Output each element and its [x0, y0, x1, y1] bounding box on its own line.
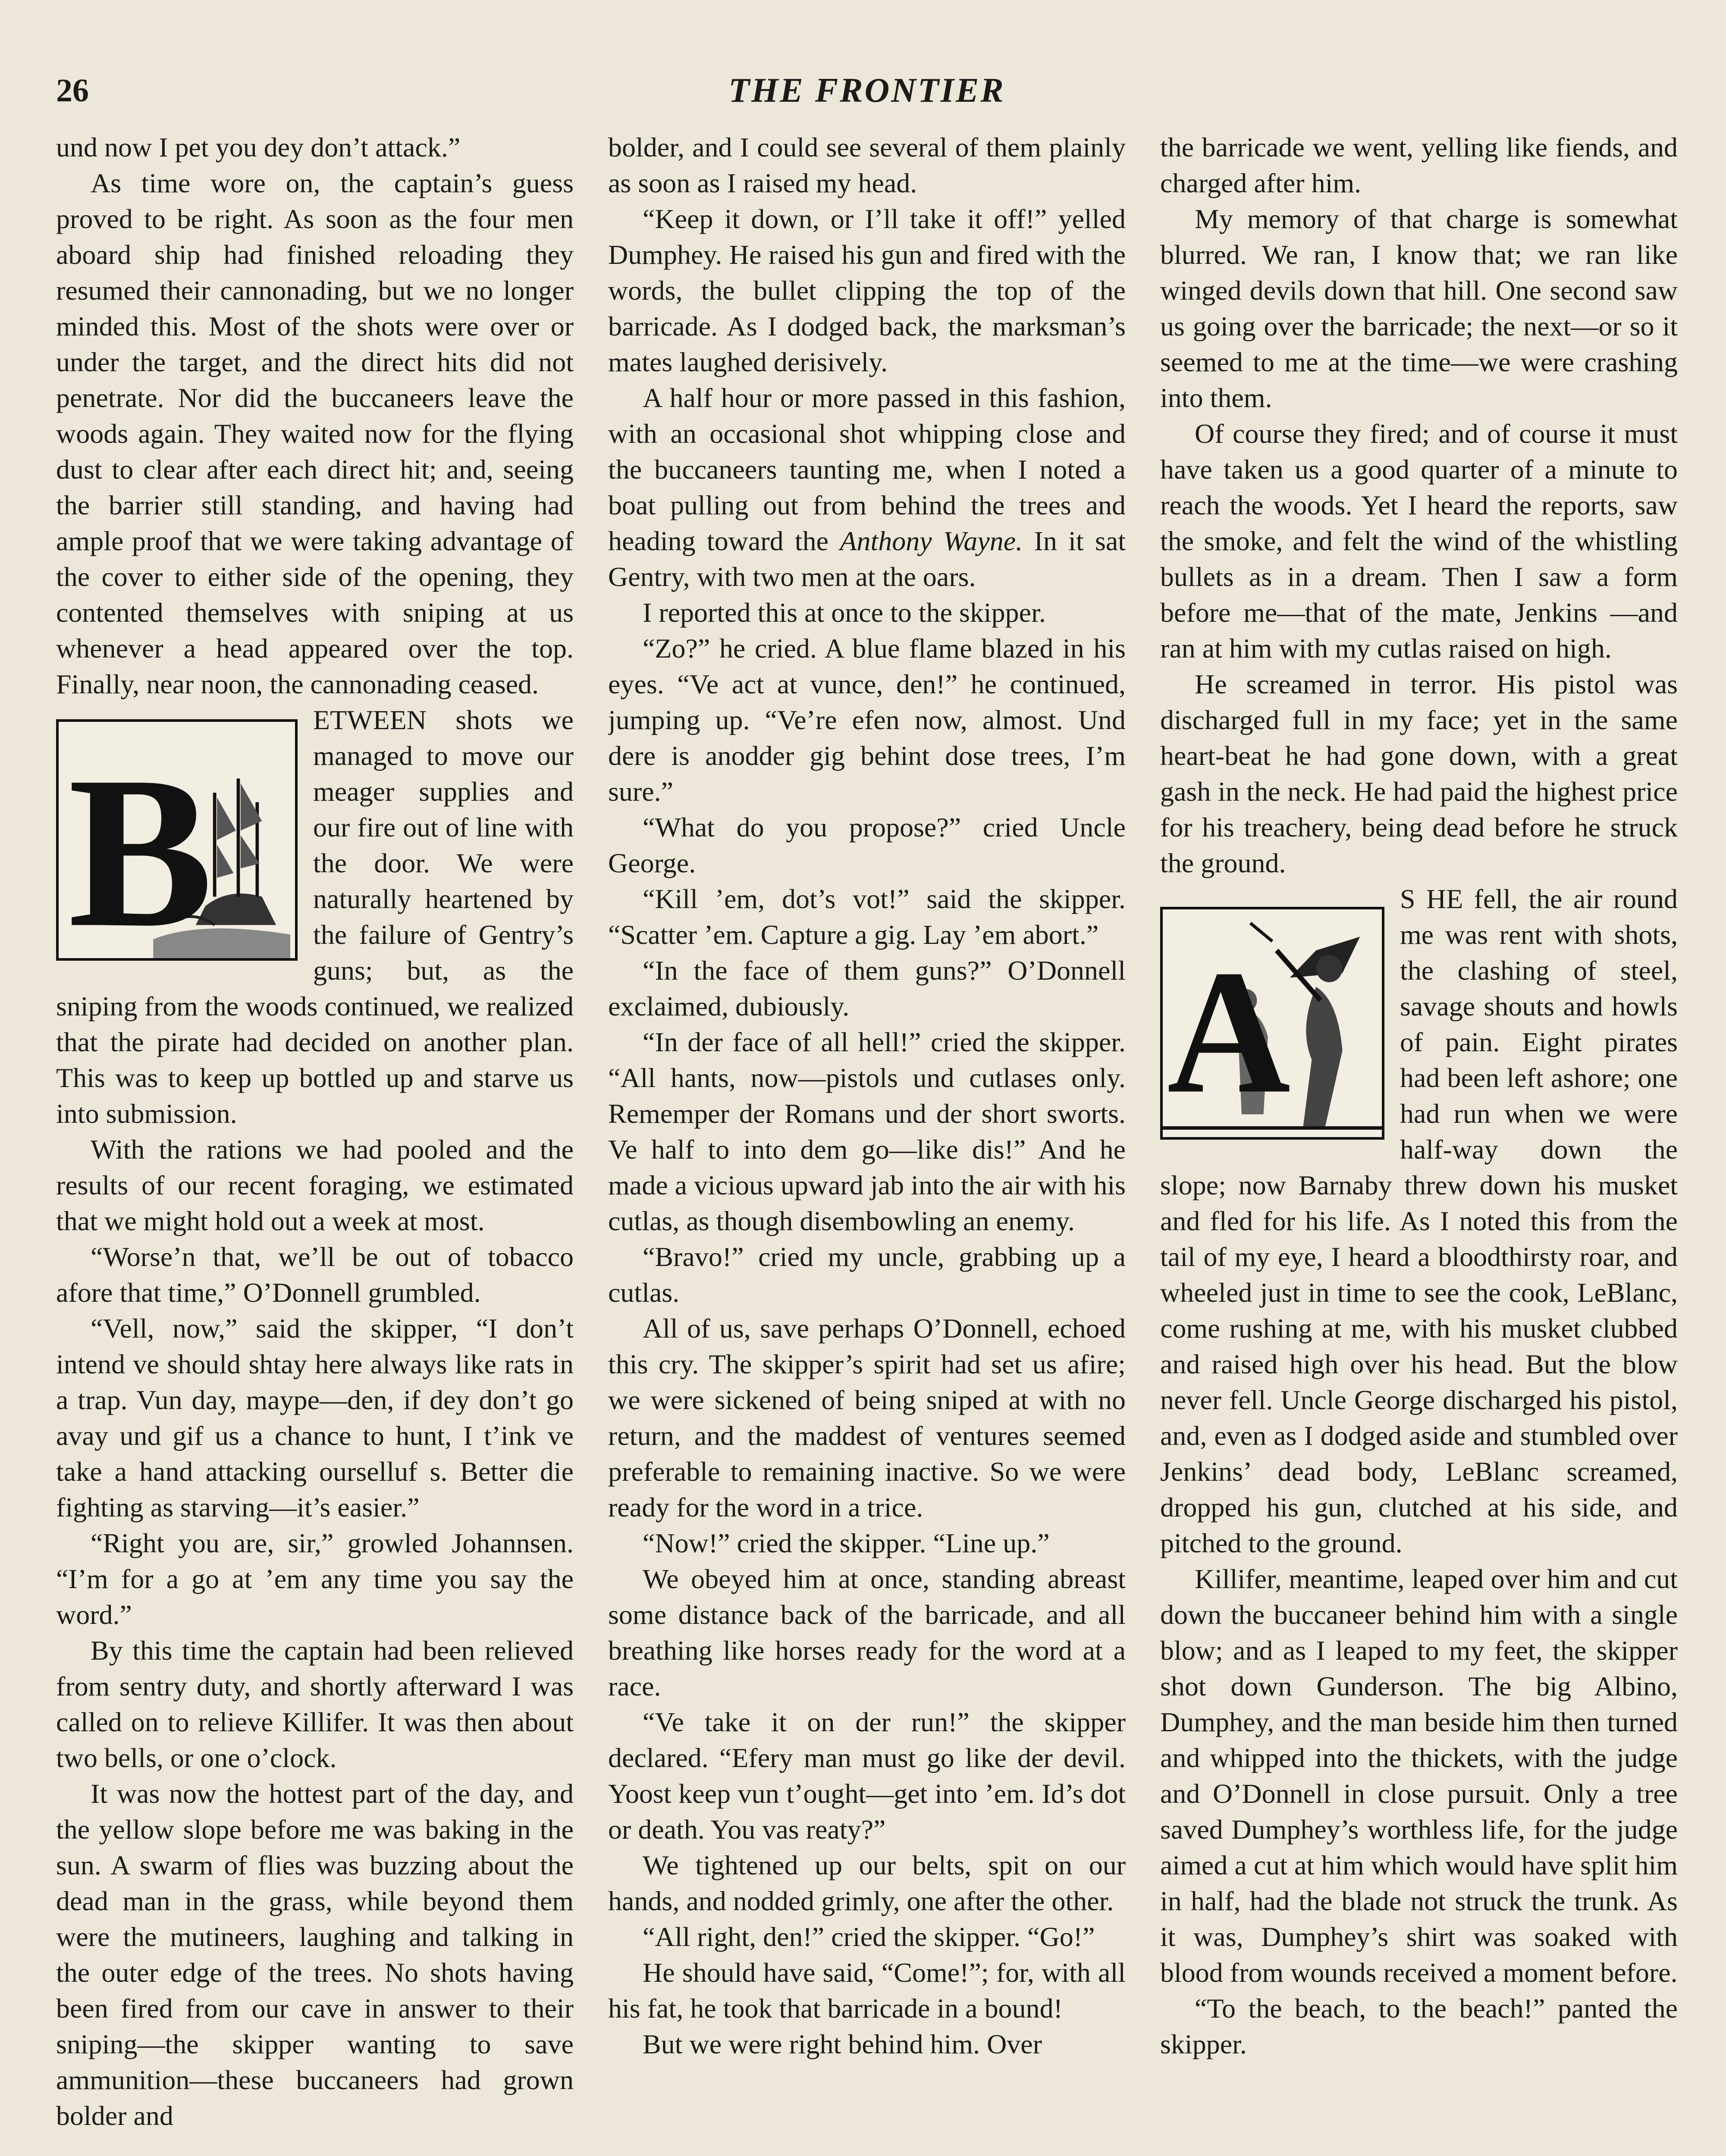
paragraph: “What do you propose?” cried Uncle George. — [608, 812, 1126, 878]
paragraph: It was now the hottest part of the day, and the yellow slope before me was baking in the sun. A swarm of flies was buzzing about the dead man in the grass, while beyond them were the mutineers, laughing and talking in the outer edge of the trees. No shots having been fired from our cave in answer to their sniping—the skipper wanting to save ammunition—these buccaneers had grown bolder and — [56, 1778, 574, 2131]
paragraph: ETWEEN shots we managed to move our meager supplies and our fire out of line with the door. We were naturally heartened by the failure of Gentry’s guns; but, as the sniping from the woods continued, we realized that the pirate had decided on another plan. This was to keep up bottled up and starve us into submission. — [56, 705, 574, 1129]
paragraph: As time wore on, the captain’s guess proved to be right. As soon as the four men aboard ship had finished reloading they resumed their cannonading, but we no longer minded this. Most of the shots were over or under the target, and the direct hits did not penetrate. Nor did the buccaneers leave the woods again. They waited now for the flying dust to clear after each direct hit; and, seeing the barrier still standing, and having had ample proof that we were taking advantage of the cover to either side of the opening, they contented themselves with sniping at us whenever a head appeared over the top. Finally, near noon, the cannonading ceased. — [56, 168, 574, 699]
paragraph: We obeyed him at once, standing abreast some distance back of the barricade, and all breathing like horses ready for the word at a race. — [608, 1564, 1126, 1702]
paragraph — [608, 380, 1126, 595]
drop-cap-b-ship-illustration — [56, 719, 298, 961]
text-run: A half hour or more passed in this fashion, with an occasional shot whipping close and the buccaneers taunting me, when I noted a boat pulling out from behind the trees and heading toward the — [608, 382, 1126, 556]
paragraph: “Bravo!” cried my uncle, grabbing up a cutlas. — [608, 1241, 1126, 1308]
running-title: THE FRONTIER — [728, 72, 1005, 110]
paragraph: All of us, save perhaps O’Donnell, echoed this cry. The skipper’s spirit had set us afire; we were sickened of being sniped at with no return, and the maddest of ventures seemed preferable to remaining inactive. So we were ready for the word in a trice. — [608, 1313, 1126, 1523]
paragraph: “Zo?” he cried. A blue flame blazed in his eyes. “Ve act at vunce, den!” he continued, jumping up. “Ve’re efen now, almost. Und dere is anodder gig behint dose trees, I’m sure.” — [608, 633, 1126, 807]
paragraph: I reported this at once to the skipper. — [643, 597, 1046, 628]
svg-text:A: A — [1167, 934, 1291, 1131]
paragraph: Killifer, meantime, leaped over him and cut down the buccaneer behind him with a single blow; and as I leaped to my feet, the skipper shot down Gunderson. The big Albino, Dumphey, and the man beside him then turned and whipped into the thickets, with the judge and O’Donnell in close pursuit. Only a tree saved Dumphey’s worthless life, for the judge aimed a cut at him which would have split him in half, had the blade not struck the trunk. As it was, Dumphey’s shirt was soaked with blood from wounds received a moment before. — [1160, 1564, 1678, 1988]
paragraph: He should have said, “Come!”; for, with all his fat, he took that barricade in a bound! — [608, 1957, 1126, 2024]
paragraph: “Keep it down, or I’ll take it off!” yelled Dumphey. He raised his gun and fired with the words, the bullet clipping the top of the barricade. As I dodged back, the marksman’s mates laughed derisively. — [608, 204, 1126, 377]
paragraph: und now I pet you dey don’t attack.” — [56, 132, 461, 163]
paragraph: “Vell, now,” said the skipper, “I don’t intend ve should shtay here always like rats in a trap. Vun day, maype—den, if dey don’t go avay und gif us a chance to hunt, I t’ink ve take a hand attacking ourselluf s. Better die fighting as starving—it’s easier.” — [56, 1313, 574, 1523]
drop-cap-a-fight-illustration — [1160, 907, 1384, 1140]
column-3 — [1160, 129, 1678, 2156]
column-1 — [56, 129, 574, 2156]
paragraph: “To the beach, to the beach!” panted the skipper. — [1160, 1993, 1678, 2059]
paragraph: My memory of that charge is somewhat blurred. We ran, I know that; we ran like winged devils down that hill. One second saw us going over the barricade; the next—or so it seemed to me at the time—we were crashing into them. — [1160, 204, 1678, 413]
paragraph: “In the face of them guns?” O’Donnell exclaimed, dubiously. — [608, 955, 1126, 1022]
paragraph: We tightened up our belts, spit on our hands, and nodded grimly, one after the other. — [608, 1850, 1126, 1916]
ship-name: Anthony Wayne. — [840, 526, 1023, 556]
paragraph: But we were right behind him. Over — [643, 2029, 1042, 2059]
paragraph: “Kill ’em, dot’s vot!” said the skipper. “Scatter ’em. Capture a gig. Lay ’em abort.” — [608, 884, 1126, 950]
paragraph: “Ve take it on der run!” the skipper declared. “Efery man must go like der devil. Yoost keep vun t’ought—get into ’em. Id’s dot or death. You vas reaty?” — [608, 1707, 1126, 1845]
paragraph: Of course they fired; and of course it must have taken us a good quarter of a minute to reach the woods. Yet I heard the reports, saw the smoke, and felt the wind of the whistling bullets as in a dream. Then I saw a form before me—that of the mate, Jenkins —and ran at him with my cutlas raised on high. — [1160, 418, 1678, 664]
paragraph: By this time the captain had been relieved from sentry duty, and shortly afterward I was called on to relieve Killifer. It was then about two bells, or one o’clock. — [56, 1635, 574, 1773]
paragraph: “Right you are, sir,” growled Johannsen. “I’m for a go at ’em any time you say the word.” — [56, 1528, 574, 1630]
paragraph: the barricade we went, yelling like fiends, and charged after him. — [1160, 132, 1678, 198]
paragraph: S HE fell, the air round me was rent with shots, the clashing of steel, savage shouts and howls of pain. Eight pirates had been left ashore; one had run when we were half-way down the slope; now Barnaby threw down his musket and fled for his life. As I noted this from the tail of my eye, I heard a bloodthirsty roar, and wheeled just in time to see the cook, LeBlanc, come rushing at me, with his musket clubbed and raised high over his head. But the blow never fell. Uncle George discharged his pistol, and, even as I dodged aside and stumbled over Jenkins’ dead body, LeBlanc screamed, dropped his gun, clutched at his side, and pitched to the ground. — [1160, 884, 1678, 1558]
svg-text:B: B — [68, 732, 213, 958]
paragraph: “Worse’n that, we’ll be out of tobacco afore that time,” O’Donnell grumbled. — [56, 1241, 574, 1308]
paragraph: He screamed in terror. His pistol was discharged full in my face; yet in the same heart-beat he had gone down, with a great gash in the neck. He had paid the highest price for his treachery, being dead before he struck the ground. — [1160, 669, 1678, 878]
paragraph: “In der face of all hell!” cried the skipper. “All hants, now—pistols und cutlases only. Rememper der Romans und der short sworts. Ve half to into dem go—like dis!” And he made a vicious upward jab into the air with his cutlas, as though disembowling an enemy. — [608, 1027, 1126, 1236]
paragraph: “Now!” cried the skipper. “Line up.” — [643, 1528, 1050, 1558]
column-2 — [608, 129, 1126, 2156]
paragraph: With the rations we had pooled and the results of our recent foraging, we estimated that we might hold out a week at most. — [56, 1134, 574, 1236]
page-header — [56, 65, 1678, 116]
paragraph: bolder, and I could see several of them plainly as soon as I raised my head. — [608, 132, 1126, 198]
page-number: 26 — [56, 72, 89, 109]
paragraph: “All right, den!” cried the skipper. “Go!” — [643, 1921, 1095, 1952]
text-columns — [56, 129, 1678, 2156]
text-run: In it sat Gentry, with two men at the oars. — [608, 526, 1126, 592]
